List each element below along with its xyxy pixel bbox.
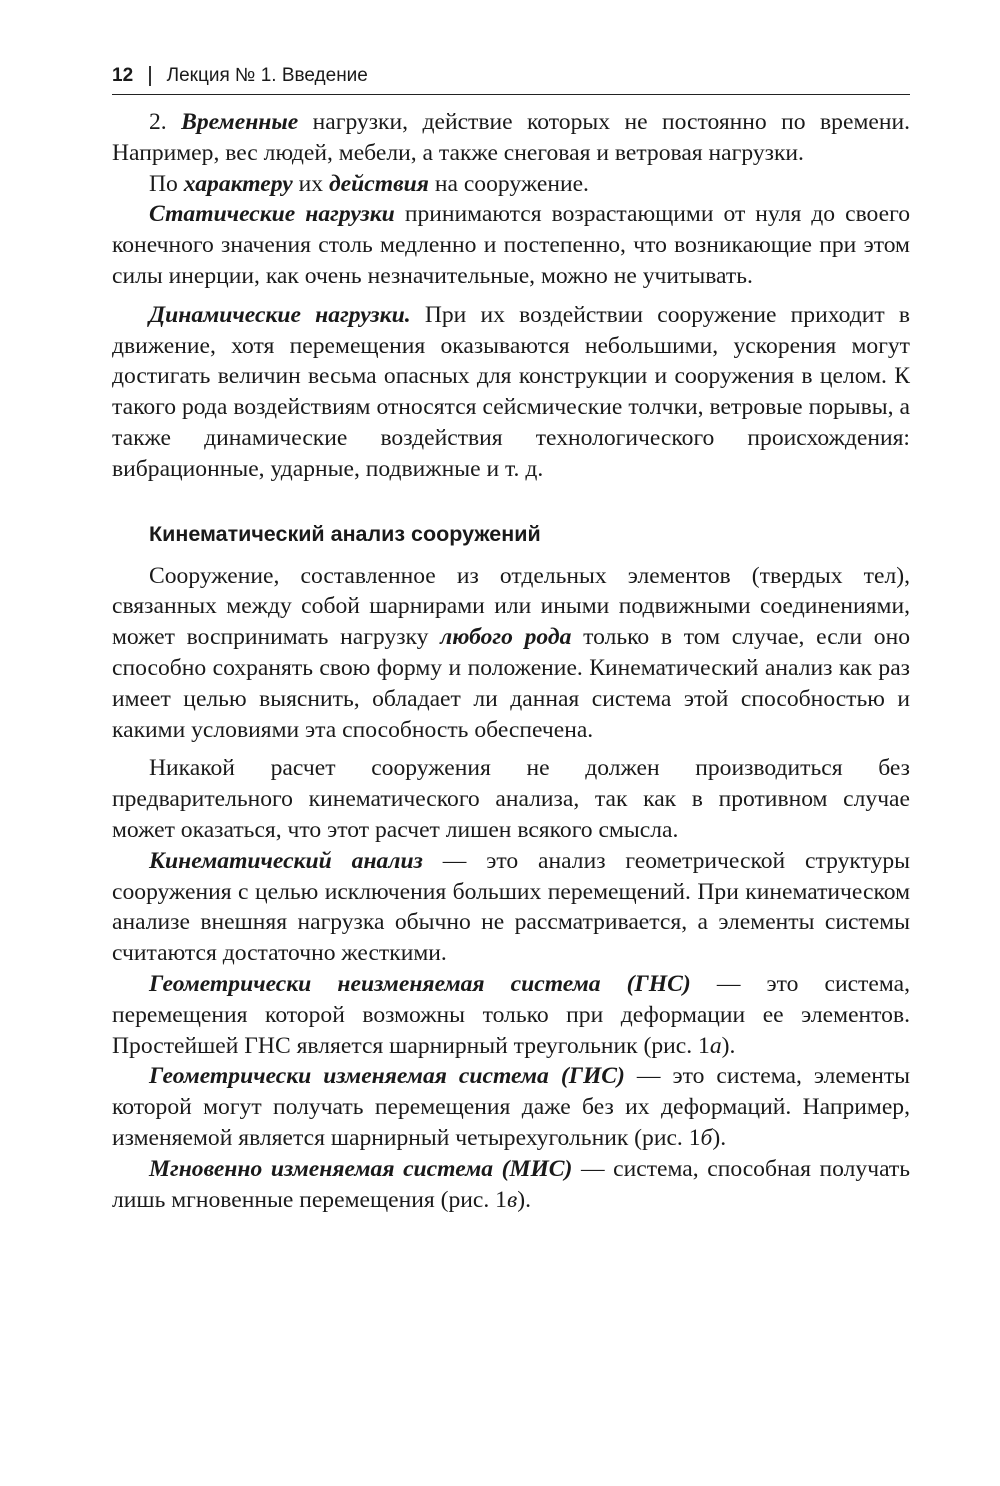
paragraph-text: ).: [712, 1124, 727, 1151]
term: Геометрически неизменяемая система (ГНС): [149, 970, 691, 997]
paragraph-structure: [112, 561, 910, 746]
paragraph-text: — это система, элементы которой могут получать перемещения даже без их деформаций. Например, изменяемой является шарнирный четырехугольник (рис. 1: [112, 1063, 911, 1151]
term: характеру: [183, 170, 293, 197]
paragraph-kinematic-analysis: [112, 846, 910, 969]
paragraph-dynamic-loads: [112, 300, 910, 485]
paragraph-mis: [112, 1154, 910, 1216]
paragraph-by-character: [112, 169, 910, 200]
section-title: Кинематический анализ сооружений: [149, 521, 541, 546]
paragraph-text: — это анализ геометрической структуры сооружения с целью исключения больших перемещений. При кинематическом анализе внешняя нагрузка обычно не рассматривается, а элементы системы считаются достаточно жесткими.: [112, 847, 910, 967]
page-body: [112, 107, 910, 1215]
paragraph-text: — система, способная получать лишь мгновенные перемещения (рис. 1: [112, 1155, 910, 1213]
term: Кинематический анализ: [149, 847, 423, 874]
term: любого рода: [440, 624, 572, 651]
paragraph-text: ).: [517, 1186, 531, 1213]
page-number: 12: [112, 65, 134, 86]
figure-ref: в: [506, 1186, 518, 1213]
term: Статические нагрузки: [149, 201, 395, 228]
paragraph-text: При их воздействии сооружение приходит в движение, хотя перемещения оказываются небольшими, ускорения могут достигать величин весьма опасных для конструкции и сооружения в целом. К такого рода воздействиям относятся сейсмические толчки, ветровые порывы, а также динамические воздействия технологического происхождения: вибрационные, ударные, подвижные и т. д.: [112, 301, 910, 482]
paragraph-text: 2.: [149, 109, 182, 135]
term: Мгновенно изменяемая система (МИС): [149, 1155, 573, 1182]
paragraph-gis: [112, 1061, 910, 1153]
term: Динамические нагрузки.: [149, 301, 411, 328]
paragraph-text: По: [149, 170, 184, 197]
figure-ref: а: [709, 1032, 722, 1059]
paragraph-text: на сооружение.: [428, 170, 589, 197]
paragraph-no-calculation: [112, 753, 910, 845]
term: Геометрически изменяемая система (ГИС): [149, 1063, 625, 1090]
paragraph-gns: [112, 969, 910, 1061]
paragraph-text: их: [292, 170, 329, 197]
paragraph-temporary-loads: [112, 107, 910, 169]
running-header: [112, 58, 910, 95]
running-title: Лекция № 1. Введение: [166, 65, 368, 86]
paragraph-text: Сооружение, составленное из отдельных элементов (твердых тел), связанных между собой шарнирами или иными подвижными соединениями, может воспринимать нагрузку: [112, 562, 910, 651]
paragraph-text: только в том случае, если оно способно сохранять свою форму и положение. Кинематический анализ как раз имеет целью выяснить, обладает ли данная система этой способностью и какими условиями эта способность обеспечена.: [112, 624, 910, 743]
paragraph-text: Никакой расчет сооружения не должен производиться без предварительного кинематического анализа, так как в противном случае может оказаться, что этот расчет лишен всякого смысла.: [112, 755, 910, 843]
header-separator: [149, 66, 151, 86]
paragraph-static-loads: [112, 199, 910, 291]
paragraph-text: — это система, перемещения которой возможны только при деформации ее элементов. Простейшей ГНС является шарнирный треугольник (рис. 1: [112, 970, 910, 1059]
paragraph-text: принимаются возрастающими от нуля до своего конечного значения столь медленно и постепенно, что возникающие при этом силы инерции, как очень незначительные, можно не учитывать.: [112, 201, 911, 289]
figure-ref: б: [700, 1124, 713, 1151]
term: Временные: [181, 109, 299, 135]
page: [112, 58, 910, 1215]
term: действия: [328, 170, 429, 197]
paragraph-text: ).: [721, 1032, 736, 1059]
paragraph-text: нагрузки, действие которых не постоянно по времени. Например, вес людей, мебели, а также снеговая и ветровая нагрузки.: [112, 109, 910, 166]
